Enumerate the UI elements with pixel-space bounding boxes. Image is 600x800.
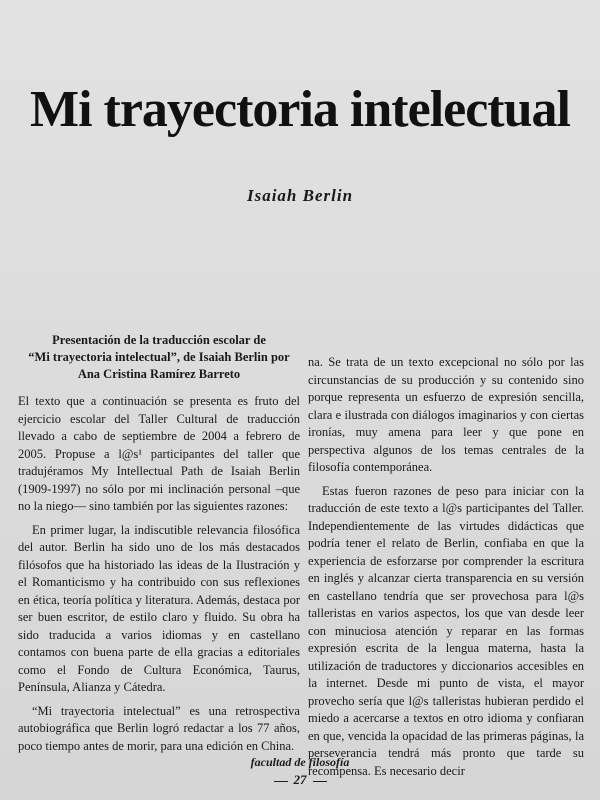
right-column	[308, 354, 584, 786]
footer-page-number	[0, 772, 600, 788]
dash-left	[274, 781, 288, 782]
paragraph: “Mi trayectoria intelectual” es una retrospectiva autobiográfica que Berlin logró redactar a los 77 años, poco tiempo antes de morir, para una edición en China.	[18, 703, 300, 753]
paragraph: Estas fueron razones de peso para iniciar con la traducción de este texto a l@s participantes del Taller. Independientemente de las virtudes didácticas que podría tener el relato de Berlin, confiaba en que la experiencia de esforzarse por comprender la escritura en inglés y alcanzar cierta transparencia en su versión en castellano tendría que ser provechosa para l@s talleristas en varios aspectos, los que van desde leer con minuciosa atención y reparar en las formas expresión escrita de la lengua materna, hasta la utilización de traductores y diccionarios accesibles en la internet. Desde mi punto de vista, el mayor provecho sería que l@s talleristas hubieran perdido el miedo a acercarse a textos en otro idioma y confiaran en que, vencida la opacidad de las primeras páginas, la perseverancia tendrá más pronto que tarde su recompensa. Es necesario decir	[308, 483, 584, 778]
presentation-heading	[18, 332, 300, 383]
page-number: 27	[293, 772, 307, 787]
left-column	[18, 393, 300, 761]
article-title: Mi trayectoria intelectual	[30, 81, 570, 138]
footer-publication: facultad de filosofía	[250, 755, 350, 769]
article-author: Isaiah Berlin	[246, 186, 354, 205]
paragraph: na. Se trata de un texto excepcional no sólo por las circunstancias de su producción y su contenido sino porque representa un esfuerzo de expresión sencilla, clara e ilustrada con diálogos imaginarios y con ciertas ironías, muy amena para leer y que pone en perspectiva algunos de los temas centrales de la filosofía contemporánea.	[308, 355, 584, 474]
presentation-heading-line: Ana Cristina Ramírez Barreto	[77, 367, 241, 381]
paragraph: El texto que a continuación se presenta es fruto del ejercicio escolar del Taller Cultural de traducción llevado a cabo de septiembre de 2004 a febrero de 2005. Propuse a l@s¹ participantes del taller que tradujéramos My Intellectual Path de Isaiah Berlin (1909-1997) no sólo por mi inclinación personal –que no la niego— sino también por las siguientes razones:	[18, 394, 300, 513]
show-through-text	[282, 140, 582, 350]
presentation-heading-line: Presentación de la traducción escolar de	[52, 333, 266, 347]
dash-right	[313, 781, 327, 782]
paragraph: En primer lugar, la indiscutible relevancia filosófica del autor. Berlin ha sido uno de los más destacados filósofos que ha historiado las ideas de la Ilustración y el Romanticismo y ha contribuido con sus reflexiones en ética, teoría política y literatura. Además, destaca por ser buen escritor, de estilo claro y fluido. Su obra ha sido traducida a varios idiomas y en castellano contamos con buena parte de ella gracias a editoriales como el Fondo de Cultura Económica, Taurus, Península, Alianza y Cátedra.	[18, 522, 300, 694]
presentation-heading-line: “Mi trayectoria intelectual”, de Isaiah Berlin por	[28, 350, 290, 364]
